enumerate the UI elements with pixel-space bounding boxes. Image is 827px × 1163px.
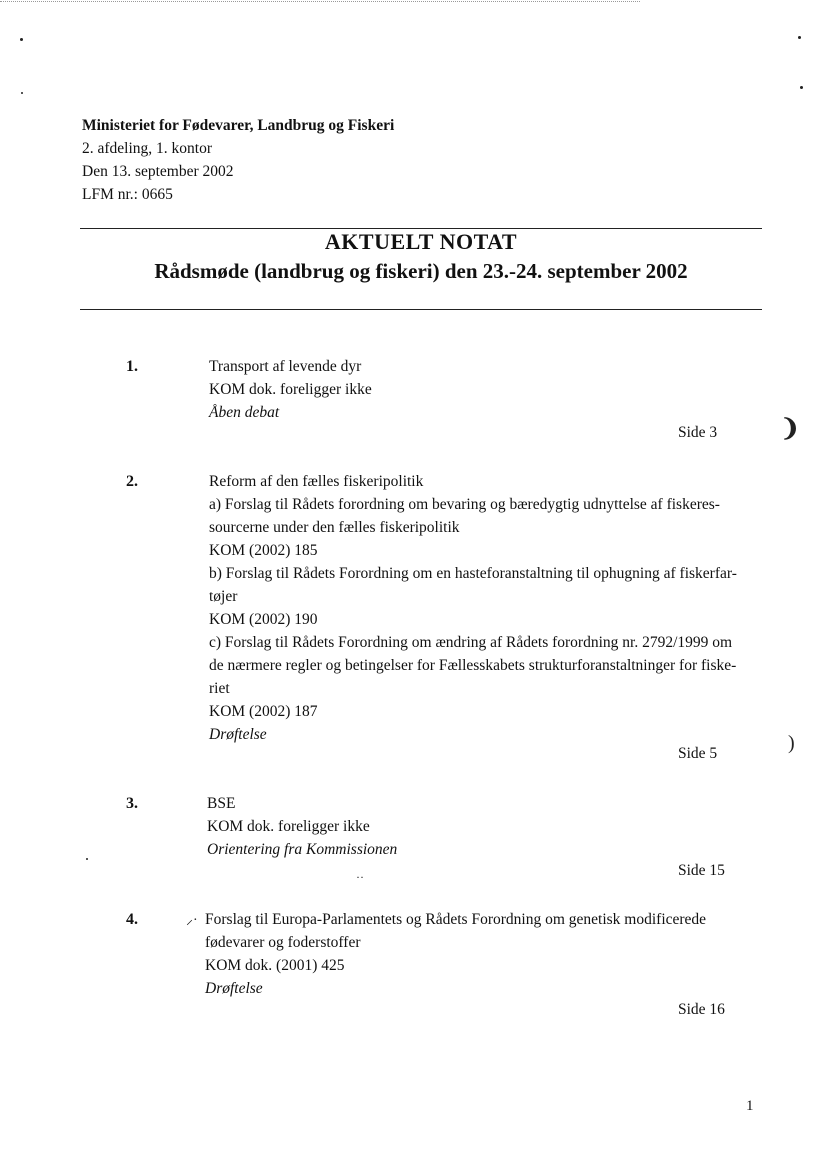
item-line: tøjer xyxy=(209,588,238,605)
item-status: Åben debat xyxy=(209,404,280,421)
scan-dots: ·· xyxy=(356,870,364,884)
item-number: 1. xyxy=(126,358,138,375)
item-line: sourcerne under den fælles fiskeripolitik xyxy=(209,519,460,536)
item-number: 4. xyxy=(126,911,138,928)
page-reference: Side 16 xyxy=(678,1001,725,1018)
item-line: KOM dok. (2001) 425 xyxy=(205,957,345,974)
item-body xyxy=(209,470,786,746)
page-reference: Side 15 xyxy=(678,862,725,879)
scan-speck xyxy=(86,858,88,860)
item-body xyxy=(209,355,786,424)
scan-speck xyxy=(21,92,23,94)
document-subtitle: Rådsmøde (landbrug og fiskeri) den 23.-24. september 2002 xyxy=(154,259,688,283)
item-line: b) Forslag til Rådets Forordning om en hasteforanstaltning til ophugning af fiskerfar- xyxy=(209,565,737,582)
document-title: AKTUELT NOTAT xyxy=(324,229,518,254)
ministry-name: Ministeriet for Fødevarer, Landbrug og Fiskeri xyxy=(82,117,395,134)
letter-header xyxy=(82,114,394,206)
item-status: Drøftelse xyxy=(209,726,267,743)
scan-speck xyxy=(800,86,803,89)
item-line: KOM dok. foreligger ikke xyxy=(209,381,372,398)
scan-pen-mark: ⸝· xyxy=(186,913,198,928)
scan-mark: ) xyxy=(788,732,795,754)
scan-edge-line xyxy=(0,1,640,2)
item-line: KOM (2002) 185 xyxy=(209,542,318,559)
item-body xyxy=(205,908,782,1000)
item-number: 3. xyxy=(126,795,138,812)
punch-hole-mark: ❩ xyxy=(780,416,801,442)
item-line: a) Forslag til Rådets forordning om bevaring og bæredygtig udnyttelse af fiskeres- xyxy=(209,496,720,513)
scan-speck xyxy=(798,36,801,39)
item-line: Transport af levende dyr xyxy=(209,358,362,375)
item-line: de nærmere regler og betingelser for Fællesskabets strukturforanstaltninger for fiske- xyxy=(209,657,737,674)
item-line: Forslag til Europa-Parlamentets og Rådets Forordning om genetisk modificerede xyxy=(205,911,707,928)
title-bottom-rule xyxy=(80,309,762,310)
item-line: KOM (2002) 190 xyxy=(209,611,318,628)
item-line: fødevarer og foderstoffer xyxy=(205,934,361,951)
reference-number: LFM nr.: 0665 xyxy=(82,186,173,203)
page-number: 1 xyxy=(746,1098,754,1114)
item-line: KOM dok. foreligger ikke xyxy=(207,818,370,835)
item-line: Reform af den fælles fiskeripolitik xyxy=(209,473,424,490)
item-line: c) Forslag til Rådets Forordning om ændring af Rådets forordning nr. 2792/1999 om xyxy=(209,634,733,651)
item-line: riet xyxy=(209,680,230,697)
item-line: BSE xyxy=(207,795,236,812)
item-status: Orientering fra Kommissionen xyxy=(207,841,398,858)
item-status: Drøftelse xyxy=(205,980,263,997)
scan-speck xyxy=(20,38,23,41)
item-number: 2. xyxy=(126,473,138,490)
department: 2. afdeling, 1. kontor xyxy=(82,140,213,157)
page-reference: Side 5 xyxy=(678,745,718,762)
document-date: Den 13. september 2002 xyxy=(82,163,234,180)
page-reference: Side 3 xyxy=(678,424,718,441)
item-body xyxy=(207,792,784,861)
item-line: KOM (2002) 187 xyxy=(209,703,318,720)
